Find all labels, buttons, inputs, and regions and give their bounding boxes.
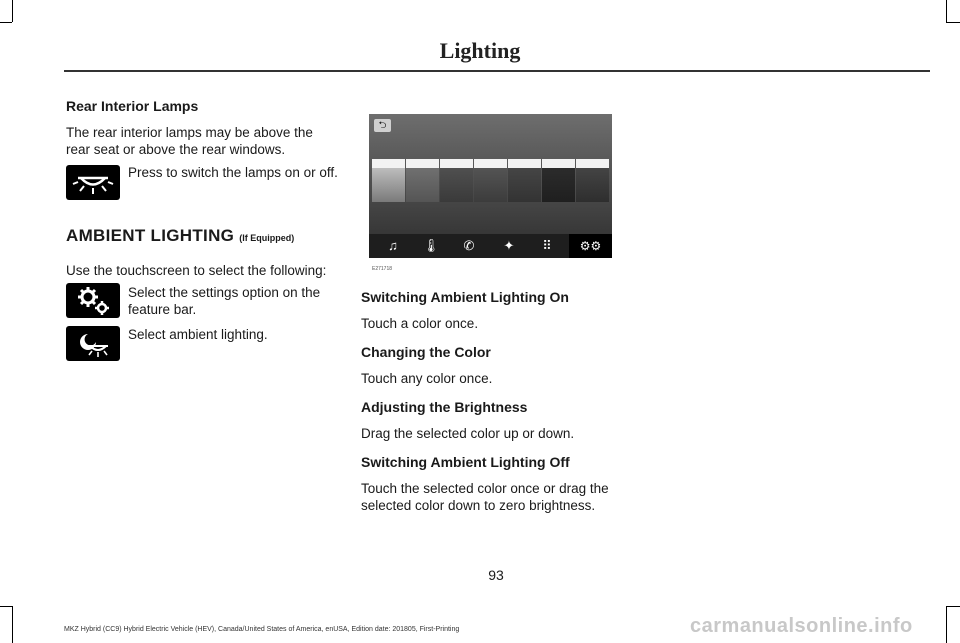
swatch-indicator — [372, 159, 405, 168]
ambient-lighting-title — [66, 226, 294, 246]
crop-mark-top-left-h — [0, 22, 12, 23]
settings-icon: ⚙⚙ — [579, 239, 602, 253]
crop-mark-bottom-left-v — [12, 606, 13, 643]
change-color-heading: Changing the Color — [361, 344, 491, 360]
brightness-heading: Adjusting the Brightness — [361, 399, 528, 415]
dome-lamp-icon — [66, 165, 120, 200]
crop-mark-top-right-v — [946, 0, 947, 22]
ambient-title-text: AMBIENT LIGHTING — [66, 226, 235, 245]
settings-tab[interactable] — [569, 234, 612, 258]
page-number: 93 — [488, 567, 504, 583]
brightness-text: Drag the selected color up or down. — [361, 426, 575, 441]
ambient-step-1: Select the settings option on the feature bar. — [128, 285, 321, 317]
apps-icon[interactable]: ⠿ — [542, 238, 552, 253]
switch-on-text: Touch a color once. — [361, 316, 479, 331]
feature-bar — [369, 234, 612, 258]
switch-on-heading: Switching Ambient Lighting On — [361, 289, 569, 305]
crop-mark-bottom-right-h — [946, 606, 960, 607]
figure-id: E271718 — [372, 266, 393, 272]
footer-text: MKZ Hybrid (CC9) Hybrid Electric Vehicle (HEV), Canada/United States of America, enUSA, Edition date: 201805, First-Printing — [64, 626, 460, 633]
swatch-indicator — [576, 159, 609, 168]
swatch-indicator — [474, 159, 507, 168]
settings-gears-icon — [66, 283, 120, 318]
page-title: Lighting — [439, 38, 521, 63]
touchscreen-figure — [369, 114, 612, 258]
phone-icon[interactable]: ✆ — [463, 238, 475, 253]
crop-mark-bottom-left-h — [0, 606, 12, 607]
crop-mark-top-left-v — [12, 0, 13, 22]
ambient-step-2: Select ambient lighting. — [128, 327, 268, 342]
header-rule — [64, 70, 930, 72]
climate-icon[interactable]: 🌡︎ — [422, 238, 440, 253]
swatch-indicator — [542, 159, 575, 168]
back-arrow-icon[interactable]: ⮌ — [374, 119, 391, 132]
ambient-title-suffix: (If Equipped) — [239, 233, 295, 243]
swatch-indicator — [406, 159, 439, 168]
rear-lamps-icon-text: Press to switch the lamps on or off. — [128, 165, 338, 180]
change-color-text: Touch any color once. — [361, 371, 493, 386]
swatch-indicator — [508, 159, 541, 168]
navigation-icon[interactable]: ✦ — [503, 238, 515, 253]
audio-icon[interactable]: ♫ — [388, 238, 398, 253]
crop-mark-bottom-right-v — [946, 606, 947, 643]
rear-lamps-body: The rear interior lamps may be above the rear seat or above the rear windows. — [66, 125, 313, 157]
ambient-lighting-icon — [66, 326, 120, 361]
rear-lamps-heading: Rear Interior Lamps — [66, 98, 199, 114]
watermark: carmanualsonline.info — [690, 615, 913, 637]
crop-mark-top-right-h — [946, 22, 960, 23]
switch-off-text: Touch the selected color once or drag the selected color down to zero brightness. — [361, 481, 609, 513]
switch-off-heading: Switching Ambient Lighting Off — [361, 454, 570, 470]
swatch-indicator — [440, 159, 473, 168]
ambient-intro: Use the touchscreen to select the following: — [66, 263, 327, 278]
